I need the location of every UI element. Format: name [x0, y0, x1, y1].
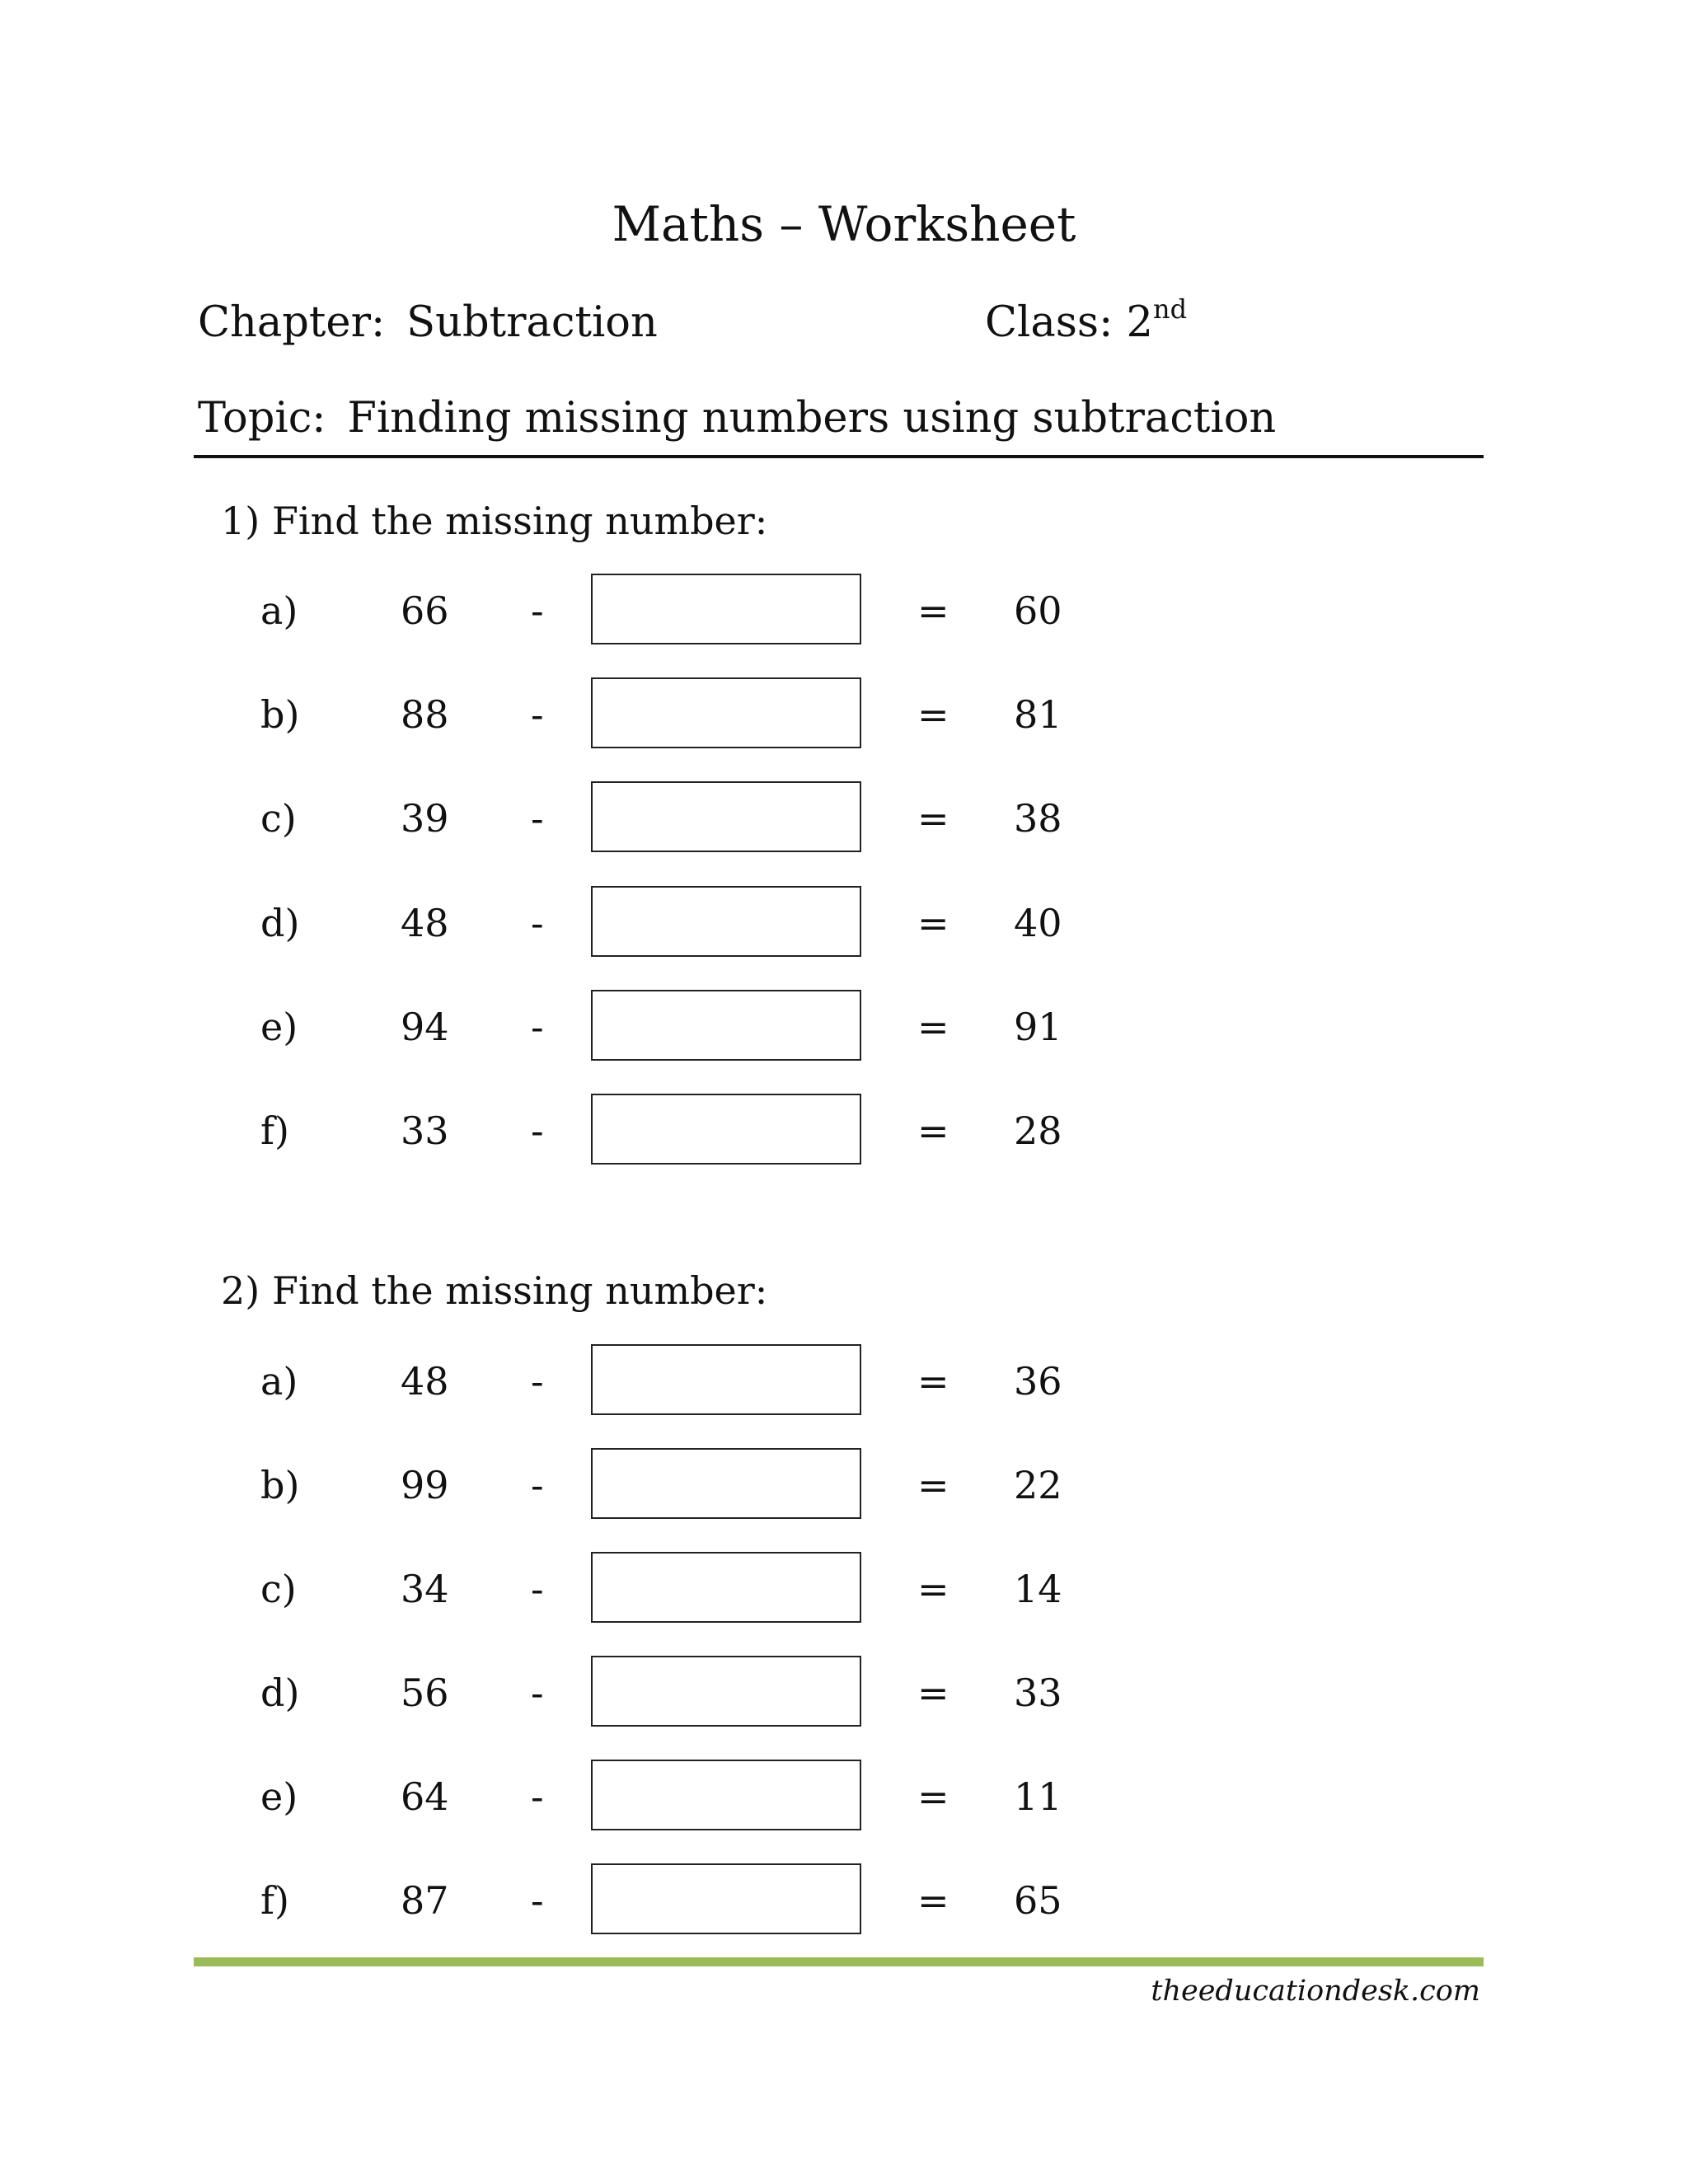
problem-letter: e)	[260, 1774, 298, 1819]
problem-letter: b)	[260, 692, 300, 737]
header-divider	[194, 455, 1484, 458]
answer-box[interactable]	[591, 1094, 861, 1165]
problem-letter: a)	[260, 1359, 298, 1404]
problem-letter: b)	[260, 1463, 300, 1507]
result-value: 11	[1014, 1774, 1062, 1819]
problem-letter: d)	[260, 1671, 300, 1715]
class-line	[985, 293, 1188, 349]
answer-box[interactable]	[591, 990, 861, 1061]
problem-letter: a)	[260, 588, 298, 633]
result-value: 65	[1014, 1878, 1062, 1923]
problem-row	[0, 886, 1688, 960]
answer-box[interactable]	[591, 1344, 861, 1415]
minuend: 39	[401, 796, 449, 841]
section-number: 2)	[221, 1268, 260, 1313]
answer-box[interactable]	[591, 1448, 861, 1519]
equals-sign: =	[917, 1567, 950, 1611]
page-title: Maths – Worksheet	[612, 196, 1076, 252]
section-instruction: Find the missing number:	[272, 1268, 768, 1313]
topic-label: Topic:	[198, 394, 326, 443]
minus-sign: -	[531, 901, 544, 945]
minuend: 33	[401, 1108, 449, 1153]
section-2-title	[221, 1268, 767, 1314]
minus-sign: -	[531, 1567, 544, 1611]
minuend: 48	[401, 901, 449, 945]
minus-sign: -	[531, 1671, 544, 1715]
result-value: 60	[1014, 588, 1062, 633]
minus-sign: -	[531, 1463, 544, 1507]
answer-box[interactable]	[591, 781, 861, 852]
minus-sign: -	[531, 1878, 544, 1923]
problem-letter: f)	[260, 1108, 289, 1153]
equals-sign: =	[917, 796, 950, 841]
equals-sign: =	[917, 1108, 950, 1153]
topic-line	[198, 392, 1276, 445]
problem-row	[0, 1552, 1688, 1626]
class-label: Class:	[985, 298, 1114, 347]
equals-sign: =	[917, 1359, 950, 1404]
problem-row	[0, 1344, 1688, 1418]
problem-letter: c)	[260, 1567, 297, 1611]
answer-box[interactable]	[591, 1552, 861, 1623]
minus-sign: -	[531, 1774, 544, 1819]
chapter-label: Chapter:	[198, 298, 386, 347]
answer-box[interactable]	[591, 574, 861, 644]
equals-sign: =	[917, 1671, 950, 1715]
chapter-line	[198, 297, 658, 349]
equals-sign: =	[917, 1878, 950, 1923]
section-instruction: Find the missing number:	[272, 499, 768, 543]
problem-row	[0, 677, 1688, 752]
section-1-title	[221, 498, 767, 544]
class-ordinal-suffix: nd	[1152, 293, 1188, 325]
answer-box[interactable]	[591, 1863, 861, 1934]
result-value: 33	[1014, 1671, 1062, 1715]
answer-box[interactable]	[591, 886, 861, 957]
section-number: 1)	[221, 499, 260, 543]
minuend: 66	[401, 588, 449, 633]
result-value: 22	[1014, 1463, 1062, 1507]
result-value: 91	[1014, 1005, 1062, 1049]
minus-sign: -	[531, 1005, 544, 1049]
minuend: 94	[401, 1005, 449, 1049]
topic-value: Finding missing numbers using subtraction	[347, 394, 1277, 443]
minuend: 99	[401, 1463, 449, 1507]
chapter-value: Subtraction	[406, 298, 658, 347]
minus-sign: -	[531, 692, 544, 737]
problem-row	[0, 1760, 1688, 1834]
equals-sign: =	[917, 1005, 950, 1049]
result-value: 14	[1014, 1567, 1062, 1611]
minuend: 48	[401, 1359, 449, 1404]
footer-divider	[194, 1957, 1484, 1966]
result-value: 28	[1014, 1108, 1062, 1153]
equals-sign: =	[917, 692, 950, 737]
answer-box[interactable]	[591, 1656, 861, 1727]
answer-box[interactable]	[591, 677, 861, 748]
problem-row	[0, 1094, 1688, 1168]
result-value: 40	[1014, 901, 1062, 945]
answer-box[interactable]	[591, 1760, 861, 1830]
minuend: 56	[401, 1671, 449, 1715]
minus-sign: -	[531, 588, 544, 633]
problem-letter: f)	[260, 1878, 289, 1923]
problem-row	[0, 1656, 1688, 1730]
result-value: 36	[1014, 1359, 1062, 1404]
equals-sign: =	[917, 1463, 950, 1507]
problem-row	[0, 990, 1688, 1064]
result-value: 38	[1014, 796, 1062, 841]
equals-sign: =	[917, 588, 950, 633]
problem-row	[0, 1448, 1688, 1522]
minuend: 87	[401, 1878, 449, 1923]
minus-sign: -	[531, 1359, 544, 1404]
problem-letter: e)	[260, 1005, 298, 1049]
problem-row	[0, 1863, 1688, 1938]
problem-letter: c)	[260, 796, 297, 841]
equals-sign: =	[917, 1774, 950, 1819]
minuend: 88	[401, 692, 449, 737]
minus-sign: -	[531, 1108, 544, 1153]
equals-sign: =	[917, 901, 950, 945]
minuend: 34	[401, 1567, 449, 1611]
problem-row	[0, 781, 1688, 855]
minuend: 64	[401, 1774, 449, 1819]
problem-letter: d)	[260, 901, 300, 945]
minus-sign: -	[531, 796, 544, 841]
class-number: 2	[1126, 298, 1153, 347]
problem-row	[0, 574, 1688, 648]
result-value: 81	[1014, 692, 1062, 737]
footer-website: theeducationdesk.com	[1151, 1975, 1480, 2008]
